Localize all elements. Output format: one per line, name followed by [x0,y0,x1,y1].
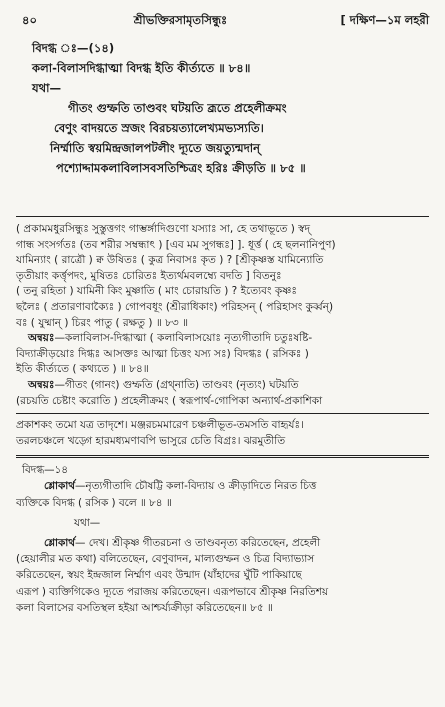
anvaya-label: অন্বয়ঃ [28,332,55,345]
page-number: ৪০ [22,13,37,27]
yatha-label: যথা— [32,81,62,95]
anvaya-text: —কলাবিলাস-দিগ্ধাত্মা ( কলাবিলাসয়োঃ নৃত্যগীতাদি চতুঃষষ্টি- [54,332,313,345]
commentary-line: ( প্রকামমধুরসিন্ধুঃ সুস্তুত্তগং গাম্ভর্ঙ্গাদিগুণো যস্যাঃ সা, হে তথাভূতে ) স্বদ্ [16,223,311,235]
yatha-label: যথা— [74,516,101,529]
section-divider [16,413,429,414]
anvaya-85-line [16,378,429,394]
quote-line: তরলচঞ্চলে খড়্গে হারমধ্যমণাবপি ভাসুরে চেতি বিগ্রঃ। ঝরমুতীতি [16,434,286,447]
section-divider-double [16,455,429,458]
verse-line-84: কলা-বিলাসদিগ্ধাত্মা বিদগ্ধ ইতি কীর্ত্যতে ॥ ৮৪॥ [32,61,251,75]
verse-line-85b: বেণুং বাদয়তে স্রজং বিরচয়ত্যালেখ্যমভ্যস্যতি। [54,121,264,135]
anvaya-85-line: (রচয়তি চেষ্টাং করোতি ) প্রহেলীক্রমং ( স্বরূপার্থ-গোপিকা অন্যার্থ-প্রকাশিকা [16,394,323,407]
commentary-line: ছলৈঃ ( প্রতারণাবাক্যৈঃ ) গোপবধূং (শ্রীরাধিকাং) পরিহসন্ ( পরিহাসং কুর্ব্বন্) [16,300,334,313]
verse-line-85d: পশ্যোদ্দামকলাবিলাসবসতিশ্চিত্রং হরিঃ ক্রীড়তি ॥ ৮৫ ॥ [56,161,306,175]
sloka-text: —নৃত্যগীতাদি চৌষট্টি কলা-বিদ্যায় ও ক্রীড়াদিতে নিরত চিত্ত [75,480,317,493]
sloka-85-line: (হেয়ালীর মত কথা) বলিতেছেন, বেণুবাদন, মাল্যগুম্ফন ও চিত্র বিদ্যাভ্যাস [16,553,315,566]
quote-line: প্রকাশকং তমো যত্র তাদৃশে। মঞ্জরচমমারেণ চঞ্চলীভূত-তমসতি বাহৃর্যঃ। [16,419,304,431]
sloka-85-line: করিতেছেন, স্বয়ং ইন্দ্রজাল নির্ম্মাণ এবং উন্মাদ (যাঁহাদের ঘুঁটি পাকিয়াছে [16,569,302,582]
verse-block [16,38,429,178]
anvaya-label: অন্বয়ঃ [28,378,55,391]
translation-block [16,462,429,616]
translation-heading: বিদগ্ধ—১৪ [22,464,68,476]
anvaya-84-line: ইতি কীর্ত্যতে ( কথ্যতে ) ॥ ৮৪॥ [16,363,149,376]
verse-heading: বিদগ্ধ ঃ—(১৪) [32,41,115,55]
sloka-85-line: কলা বিলাসের বসতিস্থল হইয়া আশ্চর্য্যক্রীড়া করিতেছেন॥ ৮৫ ॥ [16,602,273,615]
commentary-block [16,222,429,409]
section-divider [16,216,429,217]
sloka-label: শ্লোকার্থ [44,480,76,493]
chapter-label: [ দক্ষিণ—১ম লহরী [340,13,429,27]
anvaya-84-line: বিদ্যাক্রীড়য়োঃ দিগ্ধঃ আসক্তঃ আত্মা চিত্তং যস্য সঃ) বিদগ্ধঃ ( রসিকঃ ) [16,347,309,360]
sloka-85-line: এরূপ ) ব্যক্তিগিকেও দ্যূতে পরাজয় করিতেছেন। এরূপভাবে শ্রীকৃষ্ণ নিরতিশয় [16,585,328,598]
verse-line-85a: গীতং গুম্ফতি তাণ্ডবং ঘটয়তি ব্রূতে প্রহেলীক্রমং [68,101,287,115]
commentary-line: বঃ ( যুষ্মান্ ) চিরং পাতু ( রক্ষতু ) ॥ ৮৩ ॥ [16,316,189,329]
sloka-85-line [16,535,429,551]
quote-block [16,418,429,449]
anvaya-84-line [16,331,429,347]
page-header [16,12,429,30]
commentary-line: তৃতীয়াং কর্ত্তৃপদং, মুষিতঃ চোরিতঃ ইত্যর্থমবলম্ব্যে বদতি ] বিতনুঃ [16,269,282,282]
sloka-label: শ্লোকার্থ [44,536,76,549]
verse-line-85c: নির্ম্মাতি স্বয়মিন্দ্রজালপটলীং দ্যূতে জয়ত্যুন্মদান্ [50,141,261,155]
anvaya-text: —গীতং (গানং) গুম্ফতি (গ্রথ্নাতি) তাণ্ডবং (নৃত্যং) ঘটয়তি [54,378,299,391]
book-title: শ্রীভক্তিরসামৃতসিন্ধুঃ [133,13,228,27]
sloka-84-line [16,478,429,494]
sloka-text: — দেখ। শ্রীকৃষ্ণ গীতরচনা ও তাণ্ডবনৃত্য করিতেছেন, প্রহেলী [75,536,321,549]
commentary-line: গান্ধ সংসর্গতঃ (তব শরীর সম্বন্ধাৎ ) [এব মম সুগন্ধঃ] ]. ধূর্ত্ত ( হে ছলনানিপুণ) [16,238,336,251]
commentary-line: ( তনু রহিতা ) যামিনী কিং মুষ্ণাতি ( মাং চোরায়তি ) ? ইত্যেবং কৃষ্ণঃ [16,285,297,298]
sloka-84-line: ব্যক্তিকে বিদগ্ধ ( রসিক ) বলে ॥ ৮৪ ॥ [16,496,172,509]
commentary-line: যামিন্যাং ( রাত্রৌ ) ক্ব উষিতঃ ( কুত্র নিবাসঃ কৃত ) ? [শ্রীকৃষ্ণস্ত যামিন্যোতি [16,254,324,267]
